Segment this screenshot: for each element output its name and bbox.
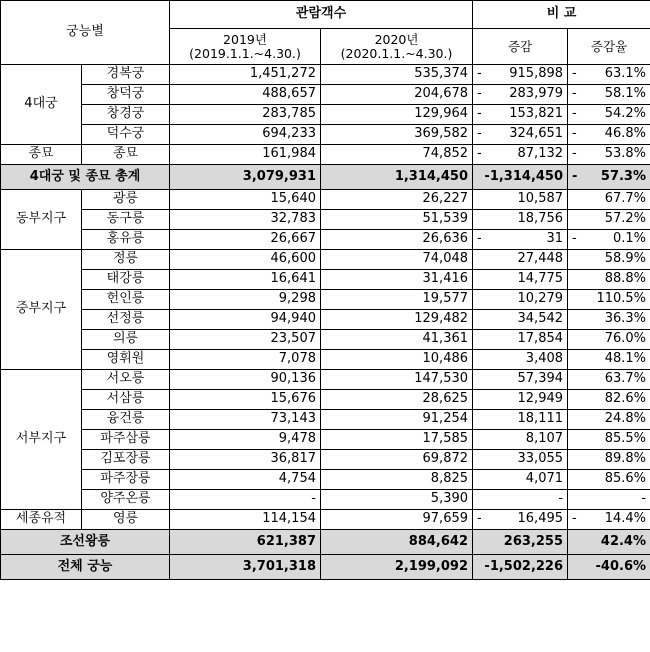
change-cell — [473, 490, 568, 510]
visitors-2020: 10,486 — [321, 350, 473, 370]
group-label-central: 중부지구 — [1, 250, 82, 370]
change-value: 915,898 — [509, 66, 564, 82]
rate-value: 85.5% — [604, 431, 647, 447]
change-cell — [473, 230, 568, 250]
negative-mark: - — [477, 106, 482, 122]
negative-mark: - — [572, 126, 577, 142]
rate-cell — [568, 510, 650, 530]
total-rate: 42.4% — [600, 533, 647, 549]
negative-mark: - — [477, 86, 482, 102]
rate-value: 85.6% — [604, 471, 647, 487]
visitors-2020: 26,227 — [321, 190, 473, 210]
rate-cell — [568, 450, 650, 470]
site-name: 서오릉 — [82, 370, 170, 390]
visitors-2020: 91,254 — [321, 410, 473, 430]
change-cell — [473, 390, 568, 410]
visitors-2019: 23,507 — [170, 330, 321, 350]
table-row — [1, 510, 650, 530]
change-cell — [473, 410, 568, 430]
group-label-4-palaces: 4대궁 — [1, 65, 82, 145]
visitors-2019: 94,940 — [170, 310, 321, 330]
rate-cell — [568, 85, 650, 105]
change-value: 27,448 — [517, 251, 564, 267]
rate-value: 63.7% — [604, 371, 647, 387]
rate-cell — [568, 470, 650, 490]
rate-value: 67.7% — [604, 191, 647, 207]
site-name: 영휘원 — [82, 350, 170, 370]
rate-cell — [568, 165, 650, 190]
change-value: 283,979 — [509, 86, 564, 102]
change-value: 14,775 — [517, 271, 564, 287]
change-cell — [473, 290, 568, 310]
rate-cell — [568, 270, 650, 290]
visitors-2019: 1,451,272 — [170, 65, 321, 85]
total-change: 263,255 — [473, 530, 568, 555]
total-row-royal-tombs — [1, 530, 650, 555]
negative-mark: - — [477, 231, 482, 247]
site-name: 창경궁 — [82, 105, 170, 125]
visitors-2019: 4,754 — [170, 470, 321, 490]
site-name: 경복궁 — [82, 65, 170, 85]
rate-value: - — [641, 491, 647, 507]
group-label-west: 서부지구 — [1, 370, 82, 510]
total-2019: 621,387 — [170, 530, 321, 555]
visitors-2019: 694,233 — [170, 125, 321, 145]
visitors-2019: 15,640 — [170, 190, 321, 210]
change-cell — [473, 430, 568, 450]
change-value: 34,542 — [517, 311, 564, 327]
rate-value: 54.2% — [604, 106, 647, 122]
site-name: 광릉 — [82, 190, 170, 210]
header-rate: 증감율 — [568, 29, 650, 65]
table-row — [1, 230, 650, 250]
table-row — [1, 190, 650, 210]
change-cell — [473, 145, 568, 165]
visitors-2020: 97,659 — [321, 510, 473, 530]
site-name: 김포장릉 — [82, 450, 170, 470]
table-row — [1, 270, 650, 290]
site-name: 선정릉 — [82, 310, 170, 330]
site-name: 덕수궁 — [82, 125, 170, 145]
header-compare: 비 교 — [473, 1, 650, 29]
site-name: 태강릉 — [82, 270, 170, 290]
visitors-2019: 161,984 — [170, 145, 321, 165]
rate-cell — [568, 250, 650, 270]
rate-value: 88.8% — [604, 271, 647, 287]
total-rate: 57.3% — [600, 168, 647, 184]
rate-value: 57.2% — [604, 211, 647, 227]
visitors-2019: 114,154 — [170, 510, 321, 530]
rate-cell — [568, 145, 650, 165]
change-value: 57,394 — [517, 371, 564, 387]
rate-cell — [568, 210, 650, 230]
table-row — [1, 210, 650, 230]
visitors-2020: 535,374 — [321, 65, 473, 85]
table-row — [1, 390, 650, 410]
visitors-2020: 129,482 — [321, 310, 473, 330]
table-row — [1, 350, 650, 370]
rate-value: 89.8% — [604, 451, 647, 467]
rate-value: 58.9% — [604, 251, 647, 267]
rate-value: 58.1% — [604, 86, 647, 102]
site-name: 헌인릉 — [82, 290, 170, 310]
rate-value: 53.8% — [604, 146, 647, 162]
rate-cell — [568, 490, 650, 510]
table-row — [1, 65, 650, 85]
visitors-2020: 19,577 — [321, 290, 473, 310]
rate-cell — [568, 330, 650, 350]
total-label: 전체 궁능 — [1, 555, 170, 580]
total-2020: 1,314,450 — [321, 165, 473, 190]
visitors-2020: 41,361 — [321, 330, 473, 350]
table-row — [1, 125, 650, 145]
rate-cell — [568, 190, 650, 210]
rate-cell — [568, 430, 650, 450]
change-value: 10,587 — [517, 191, 564, 207]
change-cell — [473, 250, 568, 270]
site-name: 파주장릉 — [82, 470, 170, 490]
visitors-2019: 73,143 — [170, 410, 321, 430]
total-2019: 3,079,931 — [170, 165, 321, 190]
table-row — [1, 490, 650, 510]
table-row — [1, 450, 650, 470]
visitors-2019: 488,657 — [170, 85, 321, 105]
negative-mark: - — [477, 126, 482, 142]
visitors-2019: 9,298 — [170, 290, 321, 310]
negative-mark: - — [477, 146, 482, 162]
table-row — [1, 105, 650, 125]
site-name: 융건릉 — [82, 410, 170, 430]
change-value: 17,854 — [517, 331, 564, 347]
header-2019: 2019년 (2019.1.1.~4.30.) — [170, 29, 321, 65]
rate-cell — [568, 390, 650, 410]
change-cell — [473, 350, 568, 370]
site-name: 영릉 — [82, 510, 170, 530]
rate-value: 14.4% — [604, 511, 647, 527]
rate-cell — [568, 310, 650, 330]
rate-cell — [568, 350, 650, 370]
change-value: 16,495 — [517, 511, 564, 527]
change-cell — [473, 210, 568, 230]
visitors-2019: 36,817 — [170, 450, 321, 470]
change-value: 87,132 — [517, 146, 564, 162]
site-name: 동구릉 — [82, 210, 170, 230]
negative-mark: - — [572, 66, 577, 82]
change-value: 18,756 — [517, 211, 564, 227]
change-cell — [473, 125, 568, 145]
change-value: 3,408 — [525, 351, 564, 367]
visitors-2020: 51,539 — [321, 210, 473, 230]
negative-mark: - — [572, 511, 577, 527]
total-2019: 3,701,318 — [170, 555, 321, 580]
site-name: 종묘 — [82, 145, 170, 165]
change-cell — [473, 85, 568, 105]
table-row — [1, 470, 650, 490]
group-label-jongmyo: 종묘 — [1, 145, 82, 165]
change-value: 324,651 — [509, 126, 564, 142]
change-value: 12,949 — [517, 391, 564, 407]
group-label-sejong: 세종유적 — [1, 510, 82, 530]
negative-mark: - — [572, 146, 577, 162]
total-label: 조선왕릉 — [1, 530, 170, 555]
site-name: 창덕궁 — [82, 85, 170, 105]
negative-mark: - — [477, 511, 482, 527]
change-value: - — [558, 491, 564, 507]
change-cell — [473, 370, 568, 390]
header-2020: 2020년 (2020.1.1.~4.30.) — [321, 29, 473, 65]
rate-value: 82.6% — [604, 391, 647, 407]
visitors-2019: 46,600 — [170, 250, 321, 270]
table-row — [1, 330, 650, 350]
rate-cell — [568, 370, 650, 390]
site-name: 의릉 — [82, 330, 170, 350]
site-name: 양주온릉 — [82, 490, 170, 510]
group-label-east: 동부지구 — [1, 190, 82, 250]
negative-mark: - — [477, 66, 482, 82]
change-value: 10,279 — [517, 291, 564, 307]
total-2020: 2,199,092 — [321, 555, 473, 580]
change-cell — [473, 310, 568, 330]
negative-mark: - — [572, 106, 577, 122]
negative-mark: - — [572, 168, 578, 184]
change-cell — [473, 330, 568, 350]
visitors-2020: 147,530 — [321, 370, 473, 390]
rate-cell — [568, 230, 650, 250]
visitors-2019: - — [170, 490, 321, 510]
rate-value: 46.8% — [604, 126, 647, 142]
visitors-2020: 31,416 — [321, 270, 473, 290]
visitors-2020: 74,852 — [321, 145, 473, 165]
negative-mark: - — [572, 86, 577, 102]
rate-cell — [568, 410, 650, 430]
rate-cell — [568, 65, 650, 85]
visitors-2019: 26,667 — [170, 230, 321, 250]
rate-cell — [568, 530, 650, 555]
visitors-2020: 204,678 — [321, 85, 473, 105]
visitors-2019: 283,785 — [170, 105, 321, 125]
rate-value: 0.1% — [612, 231, 647, 247]
site-name: 홍유릉 — [82, 230, 170, 250]
table-body — [1, 65, 650, 580]
rate-cell — [568, 105, 650, 125]
visitors-2020: 129,964 — [321, 105, 473, 125]
table-row — [1, 85, 650, 105]
visitors-2020: 8,825 — [321, 470, 473, 490]
rate-value: 76.0% — [604, 331, 647, 347]
visitors-2020: 5,390 — [321, 490, 473, 510]
visitors-2019: 9,478 — [170, 430, 321, 450]
change-value: 8,107 — [525, 431, 564, 447]
total-label: 4대궁 및 종묘 총계 — [1, 165, 170, 190]
rate-cell — [568, 290, 650, 310]
total-row-all — [1, 555, 650, 580]
table-row — [1, 430, 650, 450]
total-rate: -40.6% — [595, 558, 647, 574]
table-row — [1, 250, 650, 270]
table-row — [1, 310, 650, 330]
rate-value: 24.8% — [604, 411, 647, 427]
site-name: 파주삼릉 — [82, 430, 170, 450]
change-cell — [473, 450, 568, 470]
visitors-2019: 90,136 — [170, 370, 321, 390]
table-row — [1, 410, 650, 430]
change-value: 18,111 — [517, 411, 564, 427]
header-change: 증감 — [473, 29, 568, 65]
visitors-2019: 15,676 — [170, 390, 321, 410]
visitors-2019: 16,641 — [170, 270, 321, 290]
negative-mark: - — [572, 231, 577, 247]
site-name: 서삼릉 — [82, 390, 170, 410]
rate-cell — [568, 125, 650, 145]
change-cell — [473, 65, 568, 85]
visitors-2020: 17,585 — [321, 430, 473, 450]
change-value: 31 — [546, 231, 564, 247]
change-value: 153,821 — [509, 106, 564, 122]
rate-value: 110.5% — [596, 291, 647, 307]
change-cell — [473, 510, 568, 530]
total-change: -1,314,450 — [473, 165, 568, 190]
change-cell — [473, 105, 568, 125]
visitors-2019: 7,078 — [170, 350, 321, 370]
rate-value: 36.3% — [604, 311, 647, 327]
header-group: 궁능별 — [1, 1, 170, 65]
visitors-2020: 369,582 — [321, 125, 473, 145]
site-name: 정릉 — [82, 250, 170, 270]
visitors-2020: 69,872 — [321, 450, 473, 470]
total-2020: 884,642 — [321, 530, 473, 555]
change-value: 4,071 — [525, 471, 564, 487]
total-row-palaces-jongmyo — [1, 165, 650, 190]
table-row — [1, 370, 650, 390]
table-row — [1, 290, 650, 310]
change-cell — [473, 470, 568, 490]
change-cell — [473, 190, 568, 210]
visitors-2020: 74,048 — [321, 250, 473, 270]
total-change: -1,502,226 — [473, 555, 568, 580]
rate-value: 63.1% — [604, 66, 647, 82]
table-row — [1, 145, 650, 165]
header-visitors: 관람객수 — [170, 1, 473, 29]
visitors-2019: 32,783 — [170, 210, 321, 230]
change-cell — [473, 270, 568, 290]
visitors-2020: 28,625 — [321, 390, 473, 410]
change-value: 33,055 — [517, 451, 564, 467]
rate-value: 48.1% — [604, 351, 647, 367]
visitors-2020: 26,636 — [321, 230, 473, 250]
rate-cell — [568, 555, 650, 580]
